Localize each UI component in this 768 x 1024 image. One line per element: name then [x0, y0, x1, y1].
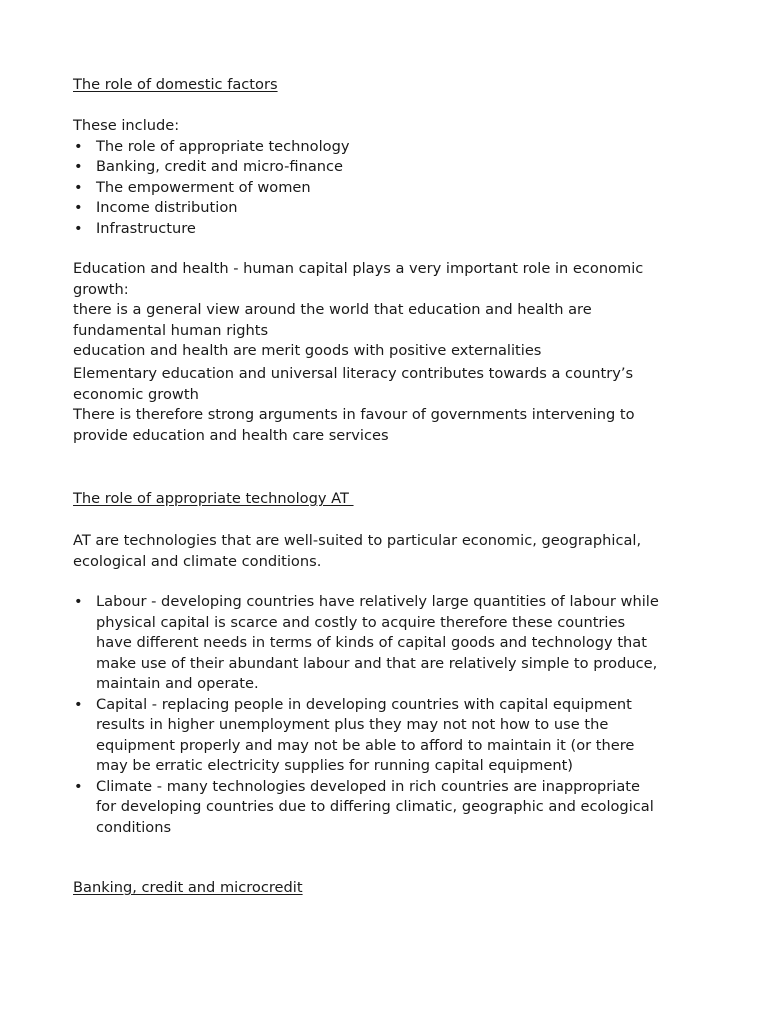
paragraph-at-definition: [73, 531, 703, 572]
list-item: • Climate - many technologies developed in rich countries are inappropriate for developing countries due to differing climatic, geographic and ecological conditions: [74, 777, 654, 836]
list-item: • Capital - replacing people in developing countries with capital equipment results in higher unemployment plus they may not not how to use the equipment properly and may not be able to afford to maintain it (or there may be erratic electricity supplies for running capital equipment): [74, 695, 635, 774]
list-item: • Banking, credit and micro-finance: [73, 157, 703, 178]
paragraph-line: Education and health - human capital plays a very important role in economic: [73, 260, 644, 277]
section-heading-appropriate-technology: The role of appropriate technology AT: [73, 490, 354, 507]
bullet-icon: •: [74, 777, 83, 795]
paragraph-line: ecological and climate conditions.: [73, 552, 322, 570]
domestic-factors-list: [73, 137, 703, 240]
paragraph-education-literacy: [73, 364, 703, 446]
list-item: • Labour - developing countries have relatively large quantities of labour while physical capital is scarce and costly to acquire therefore these countries have different needs in terms of kinds of capital goods and technology that make use of their abundant labour and that are relatively simple to produce, maintain and operate.: [74, 593, 659, 692]
bullet-icon: •: [74, 199, 83, 216]
list-item: • The empowerment of women: [73, 178, 703, 199]
list-item: • The role of appropriate technology: [73, 137, 703, 158]
bullet-icon: •: [74, 695, 83, 713]
paragraph-line: Elementary education and universal literacy contributes towards a country’s: [73, 365, 634, 382]
paragraph-line: there is a general view around the world that education and health are: [73, 301, 592, 318]
bullet-icon: •: [74, 178, 83, 196]
at-factors-list-block: [73, 592, 703, 838]
bullet-icon: •: [74, 158, 83, 175]
paragraph-line: economic growth: [73, 385, 199, 403]
list-intro: These include:: [73, 117, 180, 134]
paragraph-line: growth:: [73, 280, 129, 298]
bullet-icon: •: [74, 219, 83, 237]
domestic-factors-list-block: [73, 116, 703, 239]
paragraph-human-capital: [73, 259, 703, 362]
paragraph-line: provide education and health care services: [73, 426, 389, 444]
section-heading-domestic-factors: The role of domestic factors: [73, 76, 278, 93]
paragraph-line: AT are technologies that are well-suited to particular economic, geographical,: [73, 532, 642, 549]
paragraph-line: education and health are merit goods with positive externalities: [73, 342, 542, 359]
bullet-icon: •: [74, 137, 83, 155]
paragraph-line: fundamental human rights: [73, 321, 269, 339]
list-item: • Infrastructure: [73, 219, 703, 240]
paragraph-line: There is therefore strong arguments in favour of governments intervening to: [73, 406, 635, 423]
list-item: • Income distribution: [73, 198, 703, 219]
at-factors-list: [73, 592, 703, 838]
section-heading-banking-credit: Banking, credit and microcredit: [73, 879, 303, 896]
bullet-icon: •: [74, 593, 83, 610]
